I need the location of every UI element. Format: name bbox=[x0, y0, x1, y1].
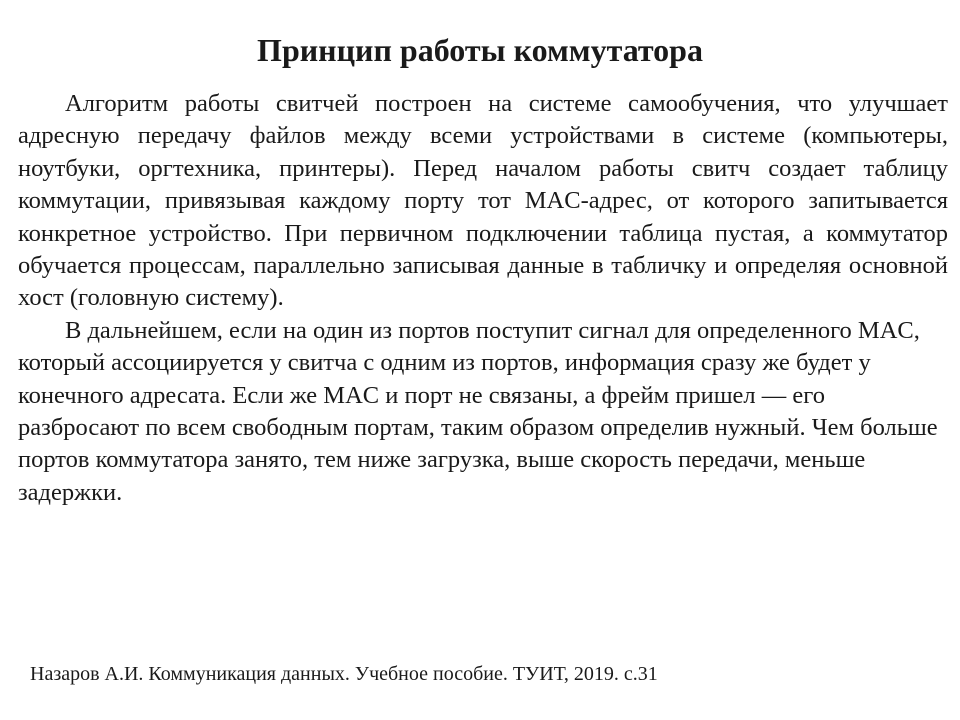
source-citation: Назаров А.И. Коммуникация данных. Учебное пособие. ТУИТ, 2019. с.31 bbox=[30, 663, 658, 685]
slide-title: Принцип работы коммутатора bbox=[257, 32, 703, 68]
paragraph-frame-forwarding: В дальнейшем, если на один из портов поступит сигнал для определенного MAC, который ассоциируется у свитча с одним из портов, информация сразу же будет у конечного адресата. Если же MAC и порт не связаны, а фрейм пришел — его разбросают по всем свободным портам, таким образом определив нужный. Чем больше портов коммутатора занято, тем ниже загрузка, выше скорость передачи, меньше задержки. bbox=[18, 316, 938, 506]
slide-body bbox=[18, 88, 948, 509]
paragraph-switch-learning: Алгоритм работы свитчей построен на системе самообучения, что улучшает адресную передачу файлов между всеми устройствами в системе (компьютеры, ноутбуки, оргтехника, принтеры). Перед началом работы свитч создает таблицу коммутации, привязывая каждому порту тот MAC-адрес, от которого запитывается конкретное устройство. При первичном подключении таблица пустая, а коммутатор обучается процессам, параллельно записывая данные в табличку и определяя основной хост (головную систему). bbox=[18, 90, 948, 312]
